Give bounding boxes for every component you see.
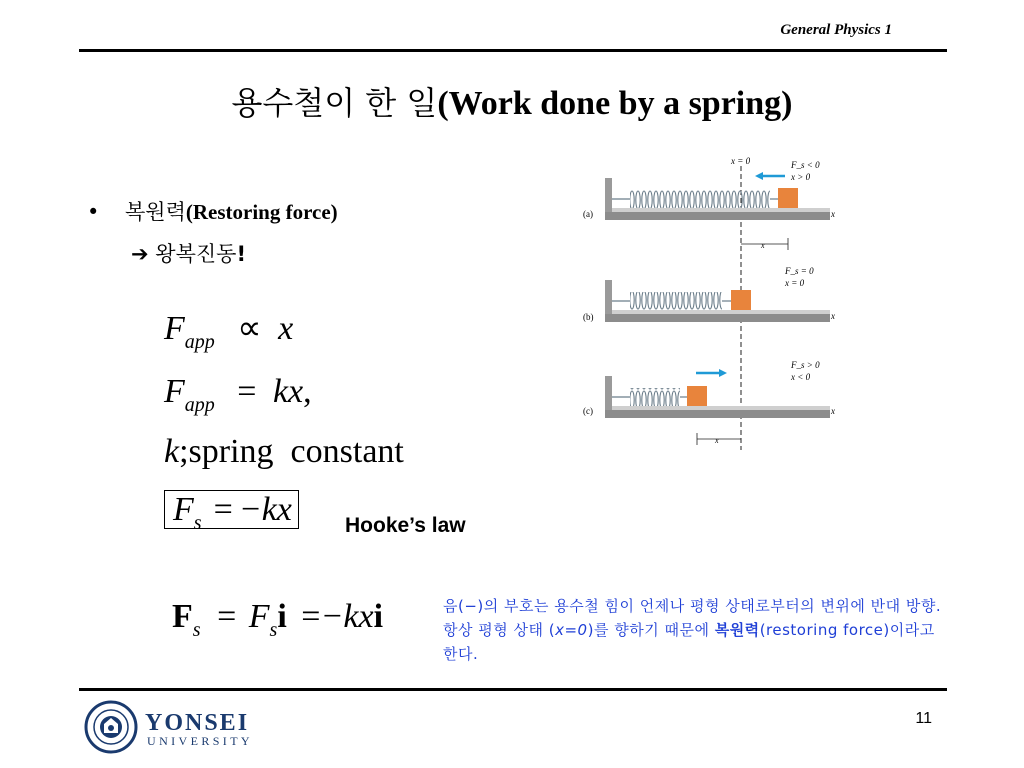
- equation-vector-force: $F_s = F_si =-kxi$: [172, 598, 384, 641]
- equation-spring-constant: k;spring constant: [164, 433, 404, 470]
- title-korean: 용수철이 한 일: [231, 84, 438, 122]
- svg-text:x = 0: x = 0: [785, 278, 805, 288]
- bullet-restoring-force: [87, 196, 338, 226]
- footer-rule: [79, 688, 947, 691]
- panel-a: [583, 160, 835, 250]
- svg-text:x: x: [831, 406, 835, 416]
- svg-text:F_s < 0: F_s < 0: [791, 160, 820, 170]
- svg-text:x: x: [831, 209, 835, 219]
- spring-a: [630, 190, 770, 208]
- block-b: [731, 290, 751, 310]
- university-seal-icon: [84, 700, 138, 754]
- svg-text:(a): (a): [583, 209, 593, 219]
- hooke-box: $F_s = -kx$: [164, 490, 299, 529]
- bullet-dot: •: [87, 200, 100, 224]
- floor-c: [605, 410, 830, 418]
- bullet-english: (Restoring force): [185, 200, 338, 224]
- block-c: [687, 386, 707, 406]
- svg-text:(b): (b): [583, 312, 594, 322]
- svg-text:x < 0: x < 0: [791, 372, 811, 382]
- sign-explanation-note: 음(−)의 부호는 용수철 힘이 언제나 평형 상태로부터의 변위에 반대 방향. 항상 평형 상태 (x=0)를 향하기 때문에 복원력(restoring force)이라고 한다.: [443, 597, 942, 663]
- panel-c: [583, 360, 835, 445]
- floor-b: [605, 314, 830, 322]
- svg-text:x: x: [761, 241, 765, 250]
- block-a: [778, 188, 798, 208]
- logo-wordmark: YONSEI: [145, 710, 250, 736]
- subline-punct: !: [236, 242, 247, 266]
- title-english: (Work done by a spring): [437, 85, 793, 122]
- hooke-law-label: Hooke’s law: [345, 514, 466, 537]
- equation-applied-force: $F_{app}$ = kx,: [164, 373, 312, 416]
- svg-text:x: x: [715, 436, 719, 445]
- panel-b: [583, 266, 835, 322]
- svg-text:x > 0: x > 0: [791, 172, 811, 182]
- course-header: General Physics 1: [780, 22, 892, 38]
- bullet-korean: 복원력: [125, 200, 186, 224]
- right-arrow-icon: ➔: [131, 242, 149, 266]
- spring-c: [630, 388, 680, 406]
- header-rule: [79, 49, 947, 52]
- svg-text:(c): (c): [583, 406, 593, 416]
- logo-subtitle: UNIVERSITY: [147, 734, 253, 748]
- page-number: 11: [915, 710, 932, 727]
- svg-text:x: x: [831, 311, 835, 321]
- subline-korean: 왕복진동: [155, 242, 237, 266]
- equation-proportional: $F_{app} \propto x$: [164, 310, 294, 353]
- spring-diagram: [575, 150, 840, 460]
- floor-a: [605, 212, 830, 220]
- spring-b: [630, 292, 722, 310]
- slide-title: [0, 78, 1024, 124]
- svg-text:F_s > 0: F_s > 0: [791, 360, 820, 370]
- bullet-subline: [131, 238, 246, 268]
- svg-text:F_s = 0: F_s = 0: [785, 266, 814, 276]
- equation-hooke-boxed: [164, 491, 299, 535]
- equilibrium-label: x = 0: [731, 156, 751, 166]
